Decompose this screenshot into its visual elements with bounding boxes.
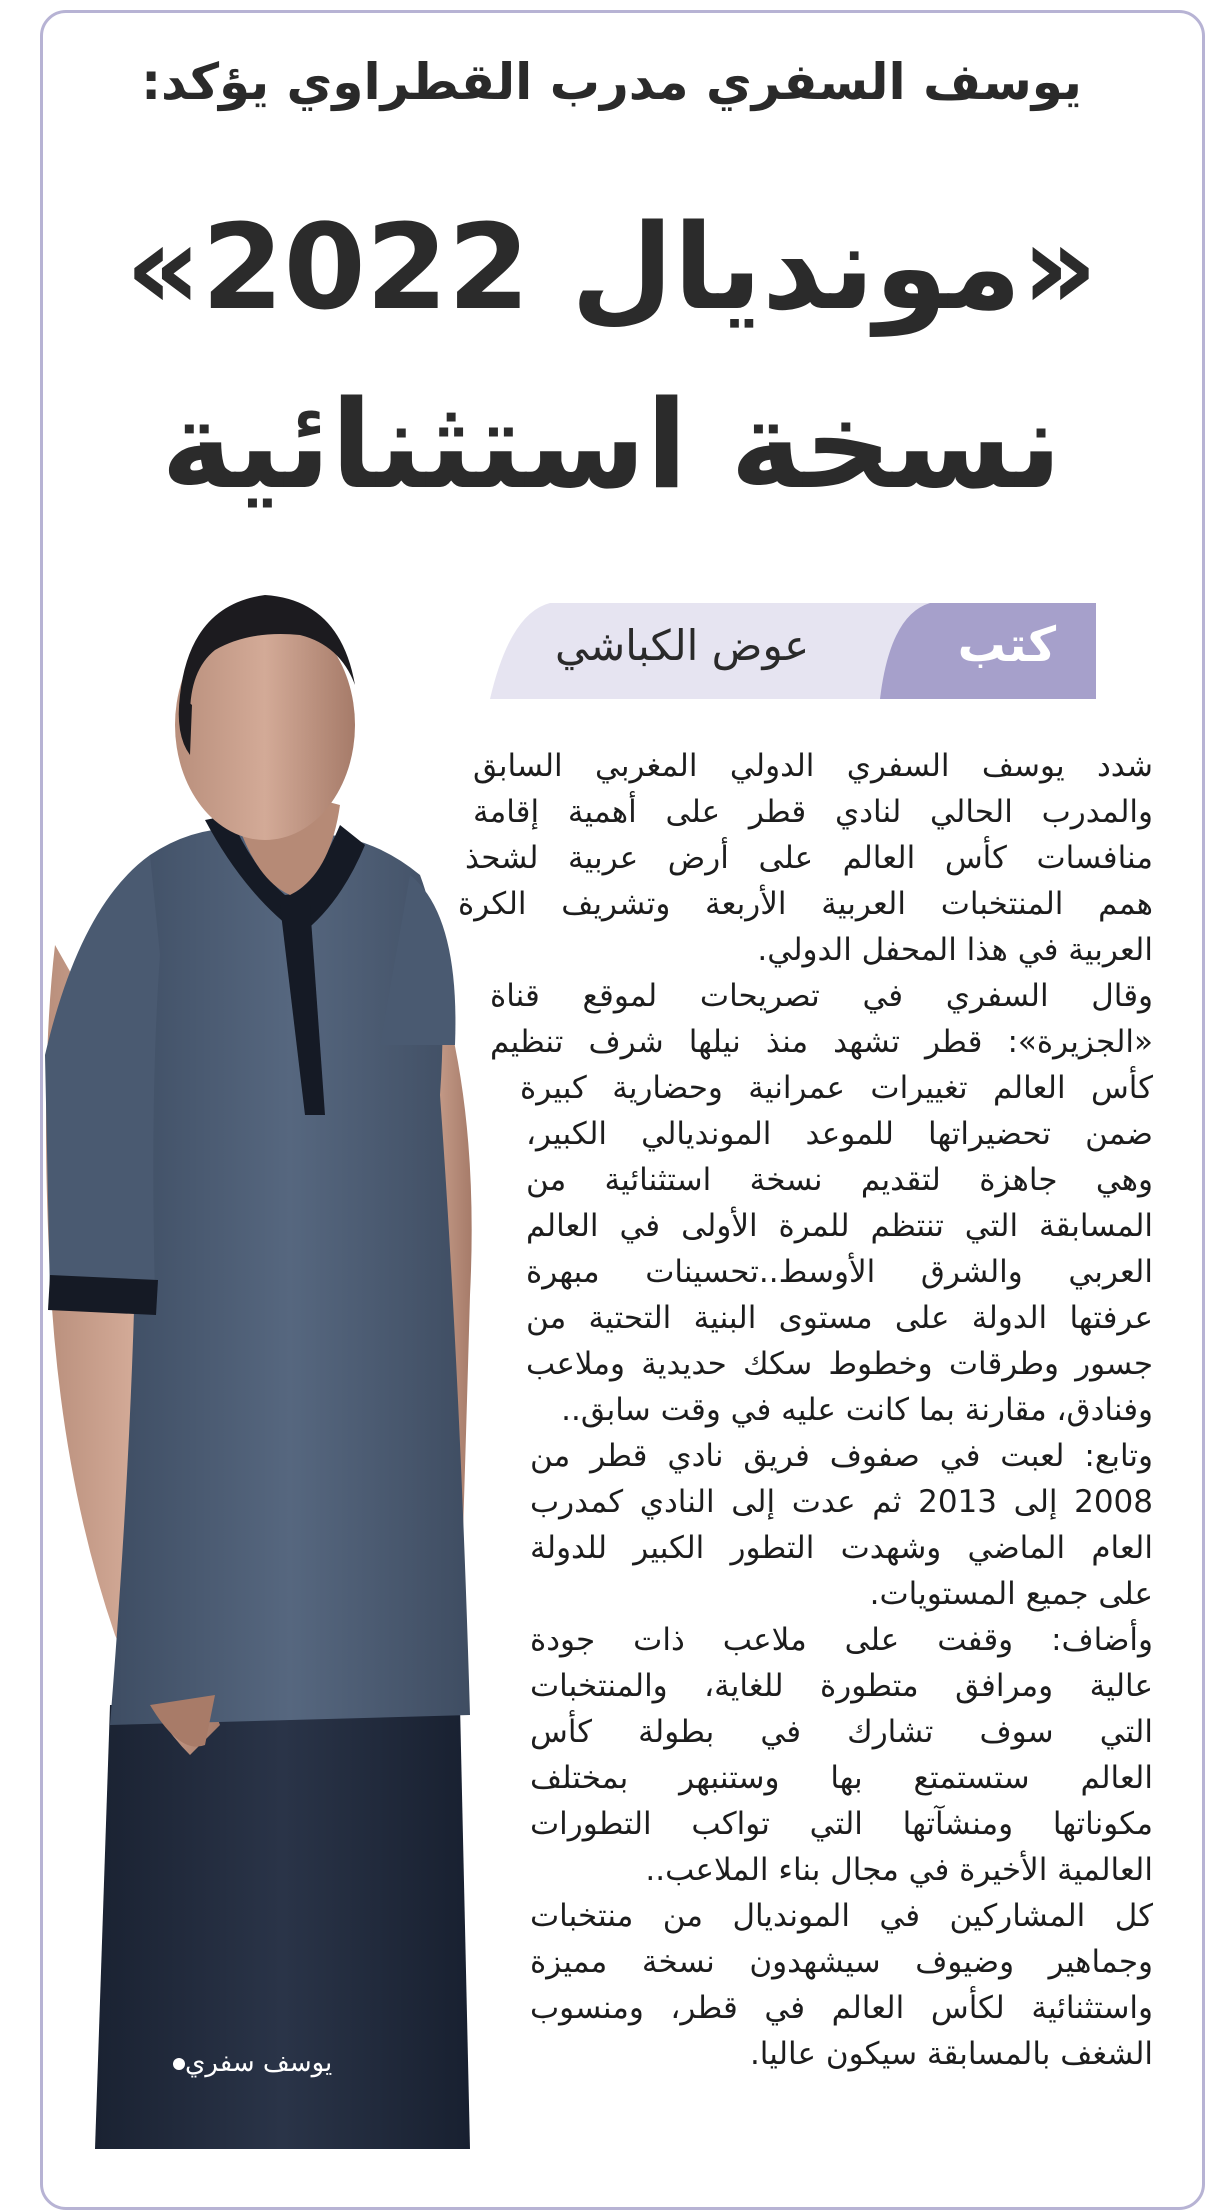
- headline-line-2: نسخة استثنائية: [161, 374, 1062, 516]
- article-line: التي سوف تشارك في بطولة كأس: [530, 1714, 1153, 1750]
- article-line: العام الماضي وشهدت التطور الكبير للدولة: [530, 1530, 1153, 1566]
- headline-line-1: «مونديال 2022»: [125, 198, 1098, 336]
- article-line: الشغف بالمسابقة سيكون عاليا.: [749, 2036, 1153, 2072]
- article-body: [0, 743, 1223, 2143]
- article-line: على جميع المستويات.: [869, 1576, 1153, 1612]
- article-line: كل المشاركين في المونديال من منتخبات: [530, 1898, 1153, 1934]
- byline-author: عوض الكباشي: [555, 621, 810, 670]
- article-line: كأس العالم تغييرات عمرانية وحضارية كبيرة: [520, 1070, 1153, 1106]
- article-line: 2008 إلى 2013 ثم عدت إلى النادي كمدرب: [530, 1484, 1153, 1520]
- article-line: مكوناتها ومنشآتها التي تواكب التطورات: [530, 1806, 1153, 1842]
- article-line: جسور وطرقات وخطوط سكك حديدية وملاعب: [526, 1346, 1153, 1382]
- kicker-headline: يوسف السفري مدرب القطراوي يؤكد:: [141, 53, 1082, 111]
- article-line: وفنادق، مقارنة بما كانت عليه في وقت سابق..: [561, 1392, 1153, 1428]
- byline: [490, 603, 1096, 699]
- article-line: عالية ومرافق متطورة للغاية، والمنتخبات: [530, 1668, 1153, 1704]
- article-line: العالمية الأخيرة في مجال بناء الملاعب..: [645, 1852, 1153, 1888]
- article-line: وقال السفري في تصريحات لموقع قناة: [490, 978, 1153, 1014]
- article-line: العربي والشرق الأوسط..تحسينات مبهرة: [526, 1254, 1153, 1290]
- byline-label: كتب: [957, 617, 1056, 673]
- article-line: المسابقة التي تنتظم للمرة الأولى في العالم: [526, 1208, 1153, 1244]
- article-line: واستثنائية لكأس العالم في قطر، ومنسوب: [530, 1990, 1153, 2026]
- article-line: ضمن تحضيراتها للموعد المونديالي الكبير،: [526, 1116, 1153, 1152]
- article-line: شدد يوسف السفري الدولي المغربي السابق: [473, 748, 1153, 784]
- article-line: عرفتها الدولة على مستوى البنية التحتية من: [526, 1300, 1153, 1336]
- article-line: وتابع: لعبت في صفوف فريق نادي قطر من: [530, 1438, 1153, 1474]
- caption-text: يوسف سفري: [185, 2048, 333, 2078]
- article-line: منافسات كأس العالم على أرض عربية لشحذ: [465, 840, 1153, 876]
- article-line: والمدرب الحالي لنادي قطر على أهمية إقامة: [473, 794, 1153, 830]
- article-line: همم المنتخبات العربية الأربعة وتشريف الكرة: [458, 886, 1153, 922]
- article-line: العربية في هذا المحفل الدولي.: [757, 932, 1153, 968]
- article-line: وهي جاهزة لتقديم نسخة استثنائية من: [526, 1162, 1153, 1198]
- article-line: وجماهير وضيوف سيشهدون نسخة مميزة: [530, 1944, 1153, 1980]
- article-line: وأضاف: وقفت على ملاعب ذات جودة: [530, 1622, 1153, 1658]
- article-line: «الجزيرة»: قطر تشهد منذ نيلها شرف تنظيم: [490, 1024, 1153, 1060]
- article-line: العالم ستستمتع بها وستنبهر بمختلف: [530, 1760, 1153, 1796]
